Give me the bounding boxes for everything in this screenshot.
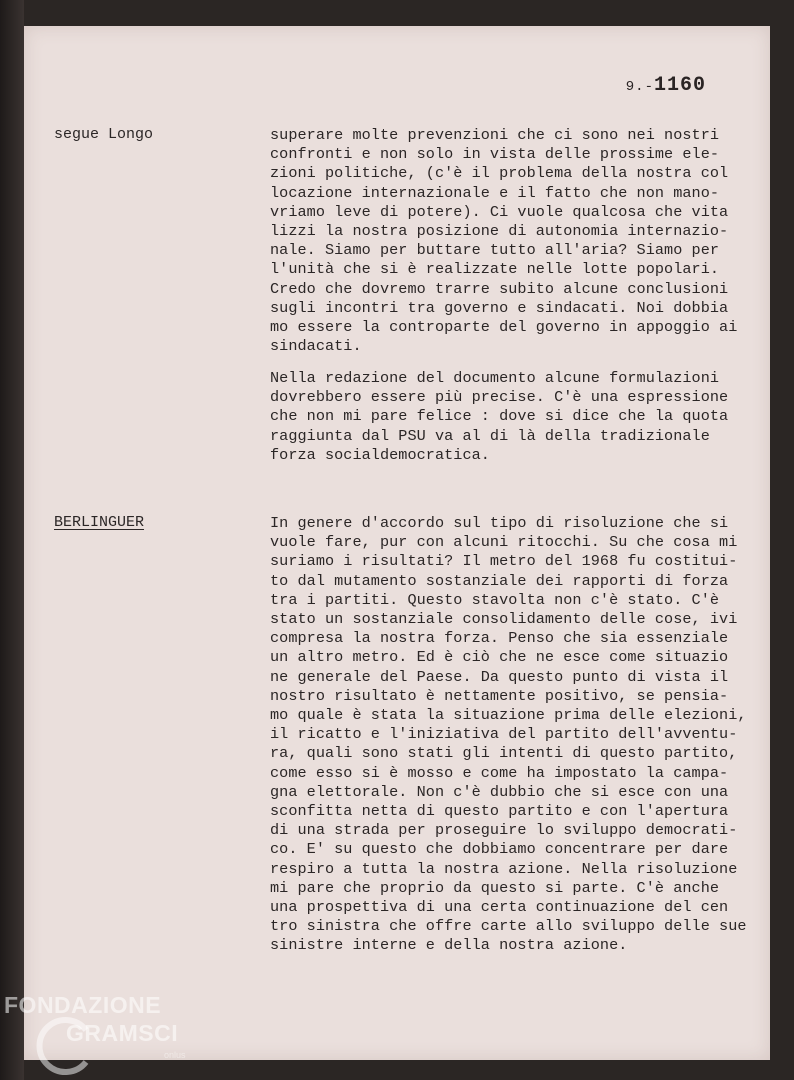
watermark-line1: FONDAZIONE <box>4 992 162 1018</box>
watermark-line3: onlus <box>164 1050 186 1060</box>
page-number-value: 1160 <box>653 74 706 97</box>
watermark-line2: GRAMSCI <box>66 1020 179 1046</box>
speaker-label-berlinguer: BERLINGUER <box>54 514 145 531</box>
document-page <box>24 26 770 1060</box>
paragraph-longo-2: Nella redazione del documento alcune formulazioni dovrebbero essere più precise. C'è una espressione che non mi pare felice : dove si dice che la quota raggiunta dal PSU va al di là della tradizionale forza socialdemocratica. <box>270 369 729 464</box>
paragraph-longo-1: superare molte prevenzioni che ci sono nei nostri confronti e non solo in vista delle prossime ele- zioni politiche, (c'è il problema della nostra col locazione internazionale e il fatto che non mano- vriamo leve di potere). Ci vuole qualcosa che vita lizzi la nostra posizione di autonomia internazio- nale. Siamo per buttare tutto all'aria? Siamo per l'unità che si è realizzate nelle lotte popolari. Credo che dovremo trarre subito alcune conclusioni sugli incontri tra governo e sindacati. Noi dobbia mo essere la controparte del governo in appoggio ai sindacati. <box>270 126 738 356</box>
speaker-label-longo: segue Longo <box>54 126 154 143</box>
page-number-prefix: 9.- <box>625 79 654 95</box>
page-number <box>626 74 706 97</box>
scan-edge <box>0 0 24 1080</box>
paragraph-berlinguer-1: In genere d'accordo sul tipo di risoluzione che si vuole fare, pur con alcuni ritocchi. Su che cosa mi suriamo i risultati? Il metro del 1968 fu costitui- to dal mutamento sostanziale dei rapporti di forza tra i partiti. Questo stavolta non c'è stato. C'è stato un sostanziale consolidamento delle cose, ivi compresa la nostra forza. Penso che sia essenziale un altro metro. Ed è ciò che ne esce come situazio ne generale del Paese. Da questo punto di vista il nostro risultato è nettamente positivo, se pensia- mo quale è stata la situazione prima delle elezioni, il ricatto e l'iniziativa del partito dell'avventu- ra, quali sono stati gli intenti di questo partito, come esso si è mosso e come ha impostato la campa- gna elettorale. Non c'è dubbio che si esce con una sconfitta netta di questo partito e con l'apertura di una strada per proseguire lo sviluppo democrati- co. E' su questo che dobbiamo concentrare per dare respiro a tutta la nostra azione. Nella risoluzione mi pare che proprio da questo si parte. C'è anche una prospettiva di una certa continuazione del cen tro sinistra che offre carte allo sviluppo delle sue sinistre interne e della nostra azione. <box>270 514 747 955</box>
